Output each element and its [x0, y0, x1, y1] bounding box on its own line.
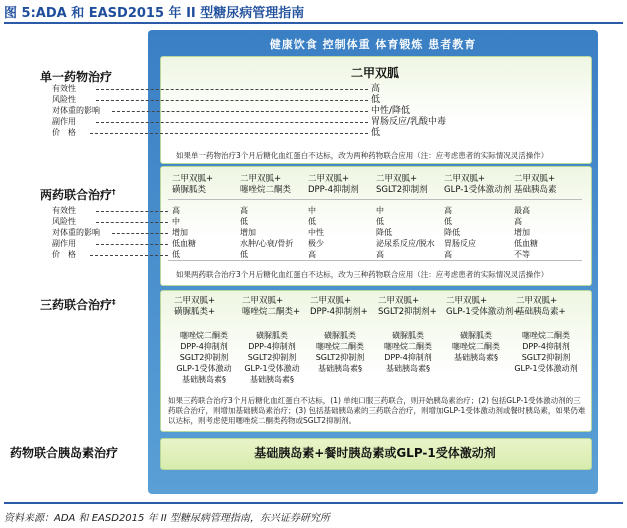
mono-val-weight: 中性/降低 [371, 106, 411, 116]
triple-col-head-2: DPP-4抑制剂+ [310, 307, 368, 317]
triple-col-head-1: 二甲双胍+ [174, 296, 216, 306]
dual-cell: 降低 [376, 228, 392, 237]
triple-option: DPP-4抑制剂 [522, 342, 570, 351]
mono-val-risk: 低 [371, 95, 381, 105]
mono-note: 如果单一药物治疗3个月后糖化血红蛋白不达标，改为两种药物联合应用（注：应考虑患者的实际情况灵活操作） [176, 151, 549, 160]
dual-cell: 低 [376, 217, 384, 226]
mono-val-cost: 低 [371, 128, 381, 138]
dual-col-head-1: 二甲双胍+ [308, 174, 350, 184]
dual-attr-efficacy: 有效性 [52, 206, 76, 215]
dual-cell: 低 [308, 217, 316, 226]
triple-option: 磺脲胍类 [392, 331, 424, 340]
triple-option: 基础胰岛素§ [386, 364, 430, 373]
dual-cell: 中性 [308, 228, 324, 237]
triple-option: 基础胰岛素§ [182, 375, 226, 384]
dual-label: 两药联合治疗† [40, 188, 116, 202]
dual-cell: 高 [444, 250, 452, 259]
lifestyle-banner: 健康饮食 控制体重 体育锻炼 患者教育 [269, 38, 477, 51]
triple-option: DPP-4抑制剂 [180, 342, 228, 351]
leader-line [96, 89, 368, 90]
dual-cell: 中 [172, 217, 180, 226]
triple-option: SGLT2抑制剂 [179, 353, 229, 362]
dual-cell: 中 [376, 206, 384, 215]
triple-option: DPP-4抑制剂 [384, 353, 432, 362]
dual-cell: 低 [172, 250, 180, 259]
dual-col-head-2: GLP-1受体激动剂 [444, 185, 512, 195]
triple-col-head-2: 基础胰岛素+ [516, 307, 566, 317]
dual-attr-risk: 风险性 [52, 217, 76, 226]
dual-cell: 高 [514, 217, 522, 226]
dual-cell: 增加 [240, 228, 256, 237]
dual-cell: 不等 [514, 250, 530, 259]
figure-title: 图 5:ADA 和 EASD2015 年 II 型糖尿病管理指南 [4, 6, 305, 21]
triple-option: GLP-1受体激动剂 [514, 364, 578, 373]
dual-attr-sideeffect: 副作用 [52, 239, 76, 248]
mono-attr-efficacy: 有效性 [52, 84, 76, 93]
dual-cell: 低血糖 [514, 239, 538, 248]
leader-line [96, 211, 168, 212]
dual-col-head-1: 二甲双胍+ [172, 174, 214, 184]
triple-option: GLP-1受体激动 [244, 364, 300, 373]
leader-line [112, 111, 368, 112]
dual-cell: 增加 [514, 228, 530, 237]
triple-option: 噻唑烷二酮类 [180, 331, 228, 340]
dual-cell: 高 [444, 206, 452, 215]
triple-col-head-1: 二甲双胍+ [310, 296, 352, 306]
dual-cell: 低血糖 [172, 239, 196, 248]
leader-line [90, 255, 168, 256]
mono-drug: 二甲双胍 [350, 66, 399, 80]
dual-cell: 增加 [172, 228, 188, 237]
triple-label: 三药联合治疗‡ [40, 298, 116, 312]
dual-cell: 水肿/心衰/骨折 [240, 239, 294, 248]
triple-option: 磺脲胍类 [460, 331, 492, 340]
dual-note: 如果两药联合治疗3个月后糖化血红蛋白不达标，改为三种药物联合应用（注：应考虑患者的实际情况灵活操作） [176, 270, 549, 279]
mono-label: 单一药物治疗 [40, 70, 113, 84]
leader-line [112, 233, 168, 234]
dual-col-head-1: 二甲双胍+ [444, 174, 486, 184]
triple-col-head-2: 磺脲胍类+ [174, 307, 216, 317]
dual-cell: 低 [240, 250, 248, 259]
bottom-rule [4, 502, 623, 504]
dual-cell: 泌尿系反应/脱水 [376, 239, 435, 248]
triple-col-head-1: 二甲双胍+ [378, 296, 420, 306]
triple-option: 基础胰岛素§ [318, 364, 362, 373]
dual-cell: 胃肠反应 [444, 239, 476, 248]
dual-col-head-2: 噻唑烷二酮类 [240, 185, 292, 195]
triple-option: SGLT2抑制剂 [247, 353, 297, 362]
dual-col-head-2: 基础胰岛素 [514, 185, 557, 195]
dual-cell: 高 [240, 206, 248, 215]
leader-line [96, 100, 368, 101]
dual-cell: 低 [444, 217, 452, 226]
triple-option: 磺脲胍类 [324, 331, 356, 340]
triple-option: 噻唑烷二酮类 [384, 342, 432, 351]
leader-line [96, 122, 368, 123]
triple-col-head-2: GLP-1受体激动剂+ [446, 307, 521, 317]
triple-col-head-2: SGLT2抑制剂+ [378, 307, 437, 317]
mono-val-sideeffect: 胃肠反应/乳酸中毒 [371, 117, 447, 127]
row-divider [168, 260, 582, 261]
triple-option: SGLT2抑制剂 [315, 353, 365, 362]
triple-option: 噻唑烷二酮类 [316, 342, 364, 351]
dual-col-head-1: 二甲双胍+ [240, 174, 282, 184]
triple-option: 噻唑烷二酮类 [522, 331, 570, 340]
title-rule [4, 22, 623, 24]
dual-cell: 极少 [308, 239, 324, 248]
triple-option: SGLT2抑制剂 [521, 353, 571, 362]
insulin-label: 药物联合胰岛素治疗 [10, 446, 119, 460]
insulin-regimen: 基础胰岛素+餐时胰岛素或GLP-1受体激动剂 [254, 446, 496, 460]
row-divider [168, 199, 582, 200]
leader-line [96, 222, 168, 223]
dual-cell: 降低 [444, 228, 460, 237]
triple-option: 基础胰岛素§ [454, 353, 498, 362]
mono-attr-weight: 对体重的影响 [52, 106, 100, 115]
dual-cell: 中 [308, 206, 316, 215]
triple-option: DPP-4抑制剂 [248, 342, 296, 351]
leader-line [90, 133, 368, 134]
dual-attr-cost: 价 格 [52, 250, 76, 259]
mono-val-efficacy: 高 [371, 84, 381, 94]
dual-cell: 最高 [514, 206, 530, 215]
dual-col-head-1: 二甲双胍+ [376, 174, 418, 184]
dual-col-head-2: DPP-4抑制剂 [308, 185, 359, 195]
triple-col-head-1: 二甲双胍+ [242, 296, 284, 306]
figure-source: 资料来源：ADA 和 EASD2015 年 II 型糖尿病管理指南，东兴证券研究所 [4, 513, 330, 524]
triple-option: 基础胰岛素§ [250, 375, 294, 384]
dual-col-head-2: 磺脲胍类 [172, 185, 207, 195]
mono-attr-sideeffect: 副作用 [52, 117, 76, 126]
triple-option: 磺脲胍类 [256, 331, 288, 340]
dual-cell: 高 [376, 250, 384, 259]
triple-col-head-1: 二甲双胍+ [516, 296, 558, 306]
dual-attr-weight: 对体重的影响 [52, 228, 100, 237]
dual-cell: 高 [308, 250, 316, 259]
triple-col-head-2: 噻唑烷二酮类+ [242, 307, 301, 317]
triple-option: 噻唑烷二酮类 [452, 342, 500, 351]
dual-cell: 低 [240, 217, 248, 226]
leader-line [96, 244, 168, 245]
dual-col-head-2: SGLT2抑制剂 [376, 185, 428, 195]
triple-note: 如果三药联合治疗3个月后糖化血红蛋白不达标，(1) 单纯口服三药联合，则开始胰岛素治疗；(2) 包括GLP-1受体激动剂的三药联合治疗，则增加基础胰岛素治疗；(3) 包括基础胰岛素的三药联合治疗，则增加GLP-1受体激动剂或餐时胰岛素，如果仍难以达标，则考虑使用噻唑烷二酮类药物或SGLT2抑制剂。 [168, 396, 586, 425]
triple-col-head-1: 二甲双胍+ [446, 296, 488, 306]
triple-option: GLP-1受体激动 [176, 364, 232, 373]
mono-attr-cost: 价 格 [52, 128, 76, 137]
dual-col-head-1: 二甲双胍+ [514, 174, 556, 184]
mono-attr-risk: 风险性 [52, 95, 76, 104]
dual-cell: 高 [172, 206, 180, 215]
